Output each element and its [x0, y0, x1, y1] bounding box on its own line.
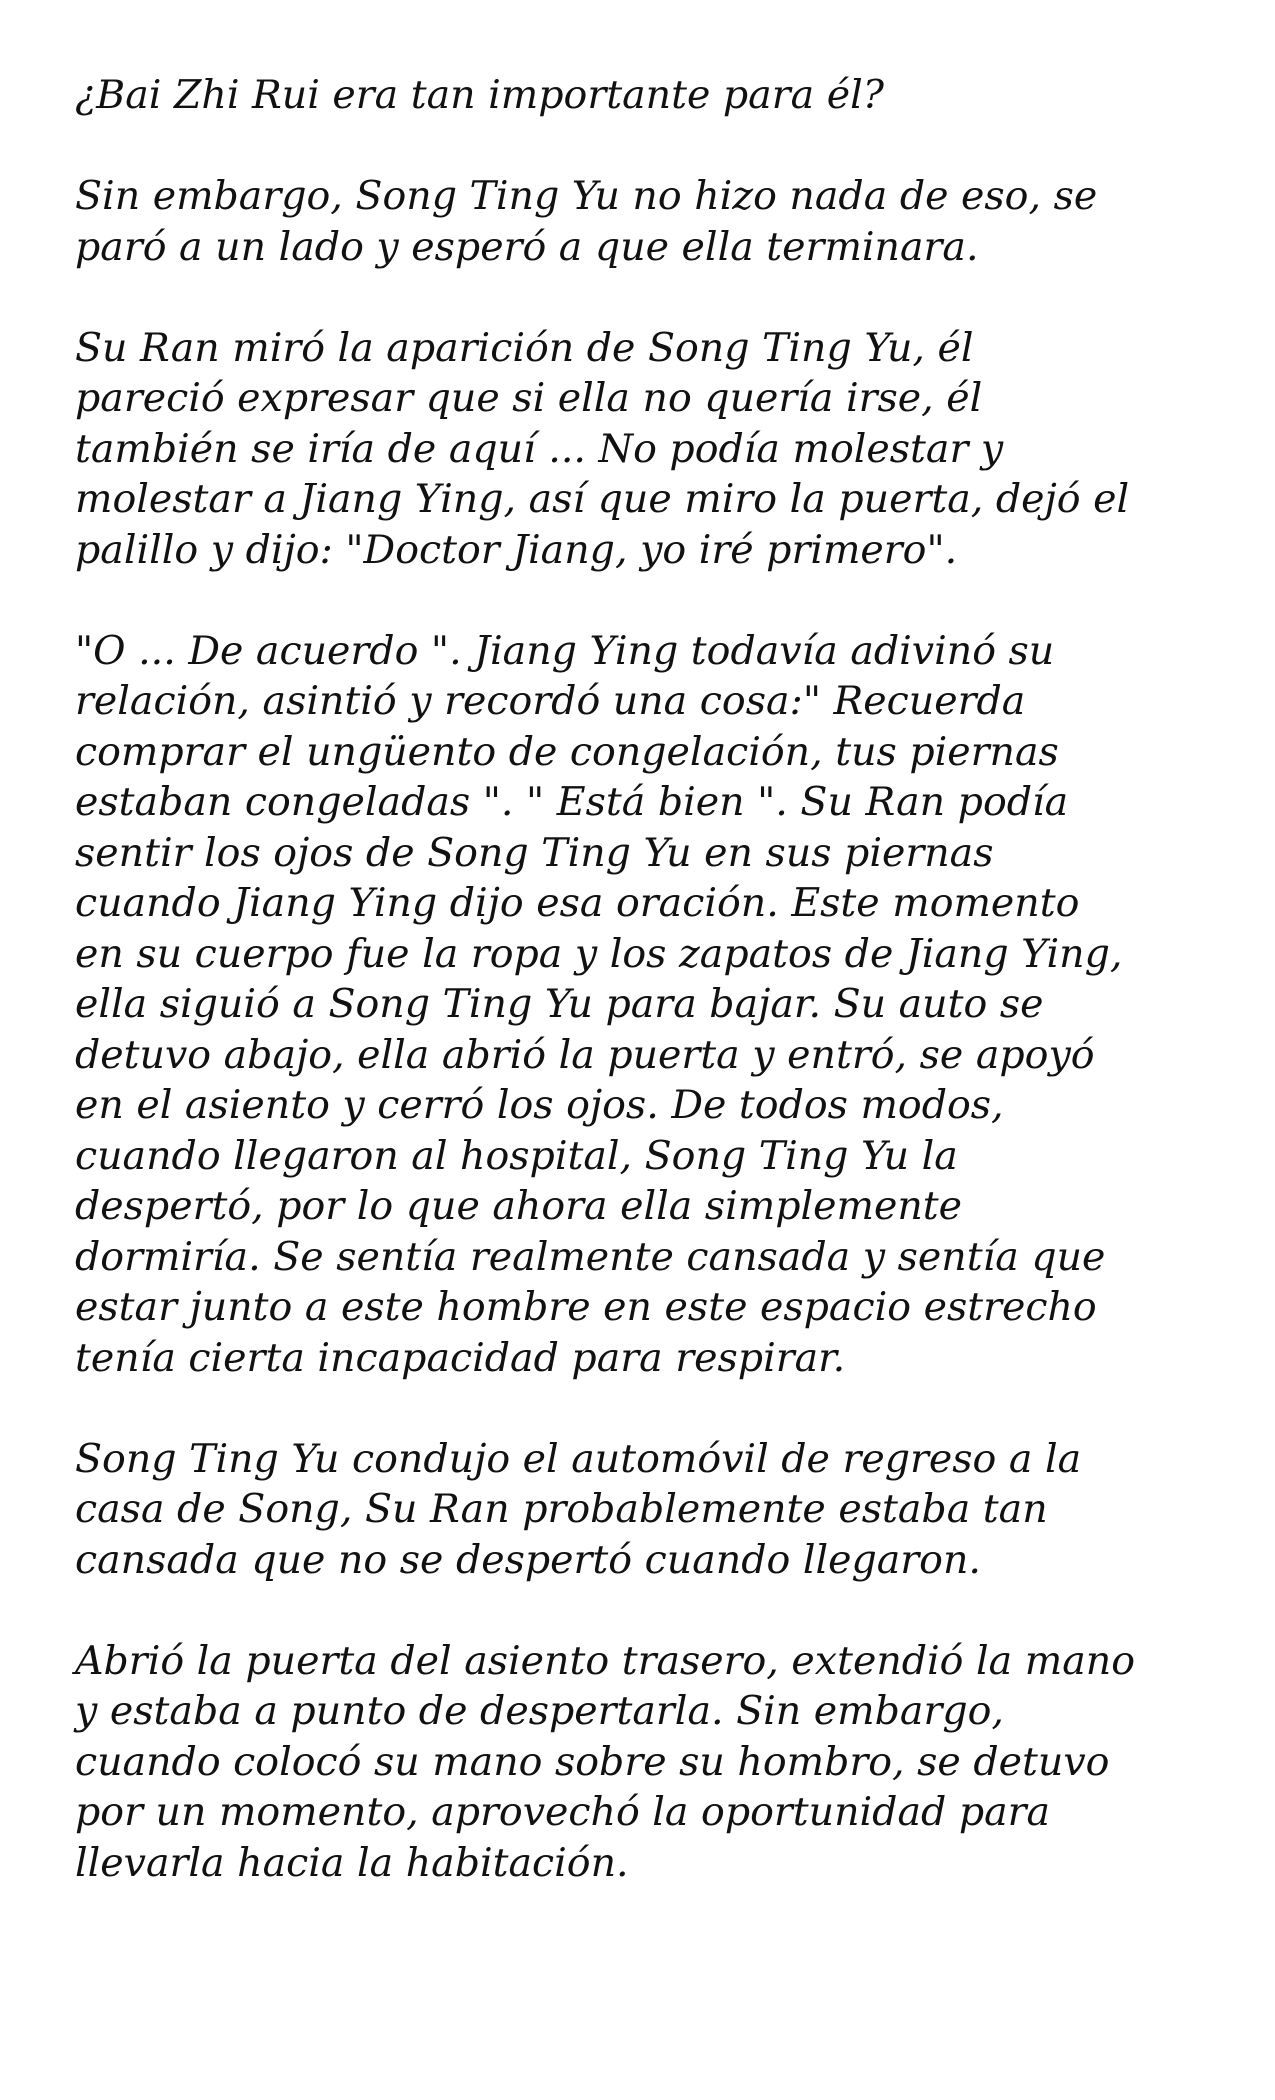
text-line: pareció expresar que si ella no quería irse, él — [75, 375, 983, 421]
text-line: Su Ran miró la aparición de Song Ting Yu, él — [75, 324, 974, 371]
text-line: relación, asintió y recordó una cosa:" Recuerda — [75, 678, 1026, 724]
text-line: también se iría de aquí ... No podía molestar y — [75, 425, 1004, 472]
paragraph-5 — [75, 1434, 1215, 1586]
text-line: cuando Jiang Ying dijo esa oración. Este momento — [75, 880, 1080, 926]
text-line: Abrió la puerta del asiento trasero, extendió la mano — [75, 1637, 1135, 1684]
text-line: molestar a Jiang Ying, así que miro la puerta, dejó el — [75, 476, 1130, 522]
text-line: despertó, por lo que ahora ella simplemente — [75, 1183, 963, 1229]
text-line: estar junto a este hombre en este espacio estrecho — [75, 1284, 1097, 1330]
text-line: Sin embargo, Song Ting Yu no hizo nada de eso, se — [75, 173, 1098, 219]
text-line: llevarla hacia la habitación. — [75, 1839, 629, 1886]
text-line: dormiría. Se sentía realmente cansada y sentía que — [75, 1233, 1106, 1280]
paragraph-1 — [75, 70, 1215, 121]
document-page — [75, 70, 1215, 1939]
paragraph-4 — [75, 626, 1215, 1384]
paragraph-3 — [75, 323, 1215, 576]
paragraph-6 — [75, 1636, 1215, 1889]
text-line: ¿Bai Zhi Rui era tan importante para él? — [75, 72, 884, 118]
text-line: en su cuerpo fue la ropa y los zapatos de Jiang Ying, — [75, 930, 1123, 977]
text-line: y estaba a punto de despertarla. Sin embargo, — [75, 1688, 1004, 1734]
paragraph-2 — [75, 171, 1215, 272]
text-line: por un momento, aprovechó la oportunidad para — [75, 1789, 1051, 1835]
text-line: cansada que no se despertó cuando llegaron. — [75, 1536, 981, 1583]
text-line: paró a un lado y esperó a que ella terminara. — [75, 223, 979, 270]
text-line: ella siguió a Song Ting Yu para bajar. Su auto se — [75, 981, 1044, 1027]
text-line: estaban congeladas ". " Está bien ". Su Ran podía — [75, 779, 1069, 825]
text-line: "O ... De acuerdo ". Jiang Ying todavía adivinó su — [75, 627, 1055, 674]
text-line: tenía cierta incapacidad para respirar. — [75, 1334, 846, 1381]
text-line: palillo y dijo: "Doctor Jiang, yo iré primero". — [75, 526, 958, 573]
text-line: cuando llegaron al hospital, Song Ting Yu la — [75, 1132, 958, 1179]
text-line: en el asiento y cerró los ojos. De todos modos, — [75, 1082, 1004, 1128]
text-line: casa de Song, Su Ran probablemente estaba tan — [75, 1486, 1048, 1532]
text-line: detuvo abajo, ella abrió la puerta y entró, se apoyó — [75, 1031, 1095, 1078]
text-line: sentir los ojos de Song Ting Yu en sus piernas — [75, 829, 994, 876]
text-line: Song Ting Yu condujo el automóvil de regreso a la — [75, 1435, 1082, 1482]
text-line: cuando colocó su mano sobre su hombro, se detuvo — [75, 1738, 1110, 1785]
text-line: comprar el ungüento de congelación, tus piernas — [75, 728, 1059, 775]
